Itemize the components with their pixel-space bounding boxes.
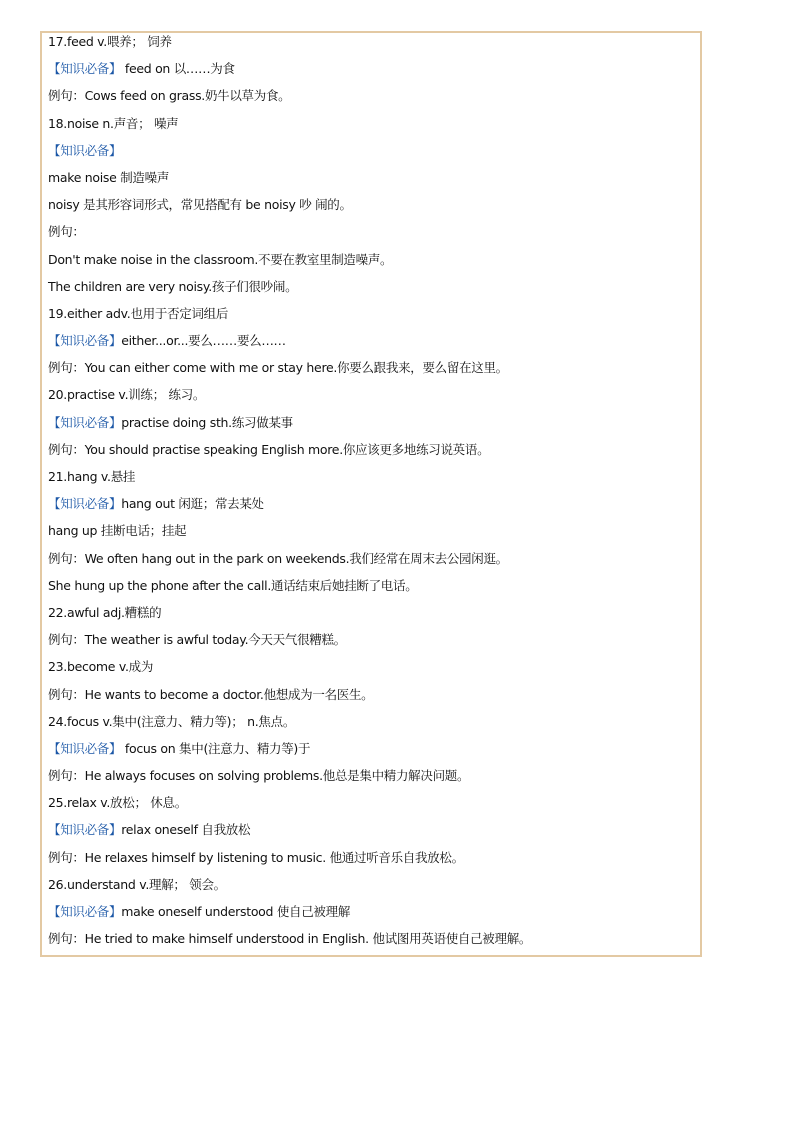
text-line — [48, 223, 698, 250]
line-text: practise doing sth.练习做某事 — [121, 414, 293, 430]
text-line — [48, 169, 698, 196]
text-line — [48, 550, 698, 577]
text-line — [48, 305, 698, 332]
text-line — [48, 740, 698, 767]
text-line — [48, 658, 698, 685]
line-text: 17.feed v.喂养； 饲养 — [48, 34, 172, 49]
line-text: 21.hang v.悬挂 — [48, 469, 136, 484]
line-text: 例句：He wants to become a doctor.他想成为一名医生。 — [48, 686, 374, 702]
line-text: 例句：Cows feed on grass.奶牛以草为食。 — [48, 88, 291, 104]
text-line — [48, 359, 698, 386]
line-text: Don't make noise in the classroom.不要在教室里制造噪声。 — [48, 251, 393, 267]
text-line — [48, 821, 698, 848]
line-text: 例句：He always focuses on solving problems.他总是集中精力解决问题。 — [48, 768, 470, 784]
line-text: 19.either adv.也用于否定词组后 — [48, 305, 229, 321]
text-line — [48, 196, 698, 223]
text-line — [48, 686, 698, 713]
text-line — [48, 522, 698, 549]
line-text: make noise 制造噪声 — [48, 169, 170, 185]
text-line — [48, 142, 698, 169]
line-text: 例句： — [48, 224, 85, 240]
line-text: 例句：You can either come with me or stay here.你要么跟我来，要么留在这里。 — [48, 360, 508, 376]
text-line — [48, 713, 698, 740]
line-text: She hung up the phone after the call.通话结束后她挂断了电话。 — [48, 577, 418, 593]
knowledge-tag: 【知识必备】 — [48, 740, 122, 756]
line-text: relax oneself 自我放松 — [121, 822, 251, 838]
line-text: 例句：The weather is awful today.今天天气很糟糕。 — [48, 632, 346, 648]
text-line — [48, 278, 698, 305]
text-line — [48, 495, 698, 522]
line-text: 25.relax v.放松； 休息。 — [48, 795, 187, 811]
line-text: 例句：You should practise speaking English more.你应该更多地练习说英语。 — [48, 441, 490, 457]
knowledge-tag: 【知识必备】 — [48, 61, 122, 77]
text-line — [48, 604, 698, 631]
knowledge-tag: 【知识必备】 — [48, 496, 122, 512]
knowledge-tag: 【知识必备】 — [48, 822, 122, 838]
text-line — [48, 87, 698, 114]
text-line — [48, 60, 698, 87]
text-line — [48, 414, 698, 441]
line-text: hang out 闲逛；常去某处 — [121, 496, 264, 512]
text-line — [48, 251, 698, 278]
line-text: 例句：He relaxes himself by listening to music. 他通过听音乐自我放松。 — [48, 849, 464, 865]
text-line — [48, 577, 698, 604]
text-line — [48, 903, 698, 930]
line-text: noisy 是其形容词形式，常见搭配有 be noisy 吵 闹的。 — [48, 197, 352, 213]
line-text: 24.focus v.集中(注意力、精力等)； n.焦点。 — [48, 713, 296, 729]
text-line — [48, 33, 698, 60]
text-line — [48, 849, 698, 876]
text-line — [48, 115, 698, 142]
line-text: 18.noise n.声音； 噪声 — [48, 115, 179, 131]
text-line — [48, 631, 698, 658]
knowledge-tag: 【知识必备】 — [48, 904, 122, 919]
line-text: focus on 集中(注意力、精力等)于 — [121, 740, 311, 756]
line-text: feed on 以……为食 — [121, 61, 235, 77]
text-line — [48, 441, 698, 468]
knowledge-tag: 【知识必备】 — [48, 414, 122, 430]
text-line — [48, 468, 698, 495]
vocabulary-list — [48, 33, 698, 957]
line-text: 例句：We often hang out in the park on weekends.我们经常在周末去公园闲逛。 — [48, 550, 508, 566]
text-line — [48, 794, 698, 821]
text-line — [48, 386, 698, 413]
line-text: 26.understand v.理解； 领会。 — [48, 876, 226, 892]
line-text: hang up 挂断电话；挂起 — [48, 523, 187, 539]
knowledge-tag: 【知识必备】 — [48, 142, 122, 158]
text-line — [48, 767, 698, 794]
knowledge-tag: 【知识必备】 — [48, 333, 122, 349]
line-text: The children are very noisy.孩子们很吵闹。 — [48, 278, 298, 294]
line-text: 例句：He tried to make himself understood in English. 他试图用英语使自己被理解。 — [48, 931, 532, 947]
line-text: make oneself understood 使自己被理解 — [121, 904, 351, 919]
text-line — [48, 930, 698, 957]
line-text: 22.awful adj.糟糕的 — [48, 604, 162, 620]
line-text: either...or...要么……要么…… — [121, 333, 286, 349]
text-line — [48, 876, 698, 903]
text-line — [48, 332, 698, 359]
line-text: 23.become v.成为 — [48, 659, 154, 675]
line-text: 20.practise v.训练； 练习。 — [48, 387, 206, 403]
